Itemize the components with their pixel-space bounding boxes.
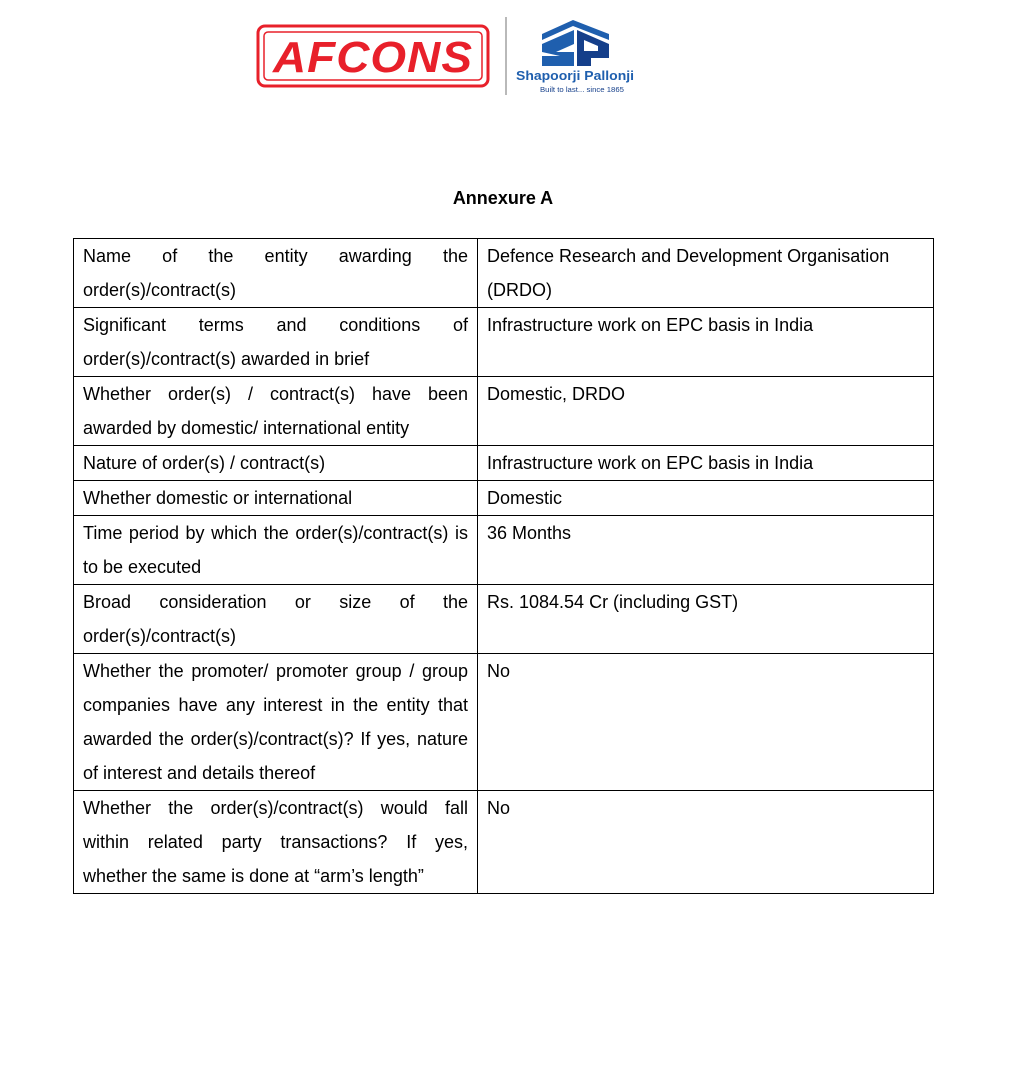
page-header [0, 0, 1021, 110]
table-row [74, 377, 934, 446]
sp-logo-name: Shapoorji Pallonji [516, 68, 634, 83]
logo-divider [505, 17, 507, 95]
row-label: Whether the promoter/ promoter group / group companies have any interest in the entity that awarded the order(s)/contract(s)? If yes, nature of interest and details thereof [74, 654, 478, 791]
table-row [74, 516, 934, 585]
row-label: Whether the order(s)/contract(s) would fall within related party transactions? If yes, whether the same is done at “arm’s length” [74, 791, 478, 894]
row-value: Infrastructure work on EPC basis in India [478, 308, 934, 377]
row-label: Whether domestic or international [74, 481, 478, 516]
row-label: Nature of order(s) / contract(s) [74, 446, 478, 481]
table-row [74, 481, 934, 516]
afcons-logo-wordmark: AFCONS [271, 33, 473, 82]
row-value: Domestic, DRDO [478, 377, 934, 446]
row-value: Defence Research and Development Organisation (DRDO) [478, 239, 934, 308]
row-label: Broad consideration or size of the order(s)/contract(s) [74, 585, 478, 654]
table-row [74, 446, 934, 481]
row-value: No [478, 791, 934, 894]
document-title: Annexure A [452, 188, 554, 208]
table-row [74, 791, 934, 894]
table-row [74, 654, 934, 791]
table-row [74, 239, 934, 308]
sp-logo-tagline: Built to last... since 1865 [540, 87, 625, 94]
row-value: Rs. 1084.54 Cr (including GST) [478, 585, 934, 654]
row-value: No [478, 654, 934, 791]
row-value: Domestic [478, 481, 934, 516]
row-value: 36 Months [478, 516, 934, 585]
sp-emblem-icon [542, 20, 609, 66]
shapoorji-pallonji-logo [512, 18, 637, 98]
table-row [74, 308, 934, 377]
annexure-table [73, 238, 934, 894]
row-value: Infrastructure work on EPC basis in India [478, 446, 934, 481]
row-label: Whether order(s) / contract(s) have been awarded by domestic/ international entity [74, 377, 478, 446]
row-label: Time period by which the order(s)/contract(s) is to be executed [74, 516, 478, 585]
table-row [74, 585, 934, 654]
row-label: Significant terms and conditions of order(s)/contract(s) awarded in brief [74, 308, 478, 377]
afcons-logo [256, 24, 490, 88]
row-label: Name of the entity awarding the order(s)/contract(s) [74, 239, 478, 308]
